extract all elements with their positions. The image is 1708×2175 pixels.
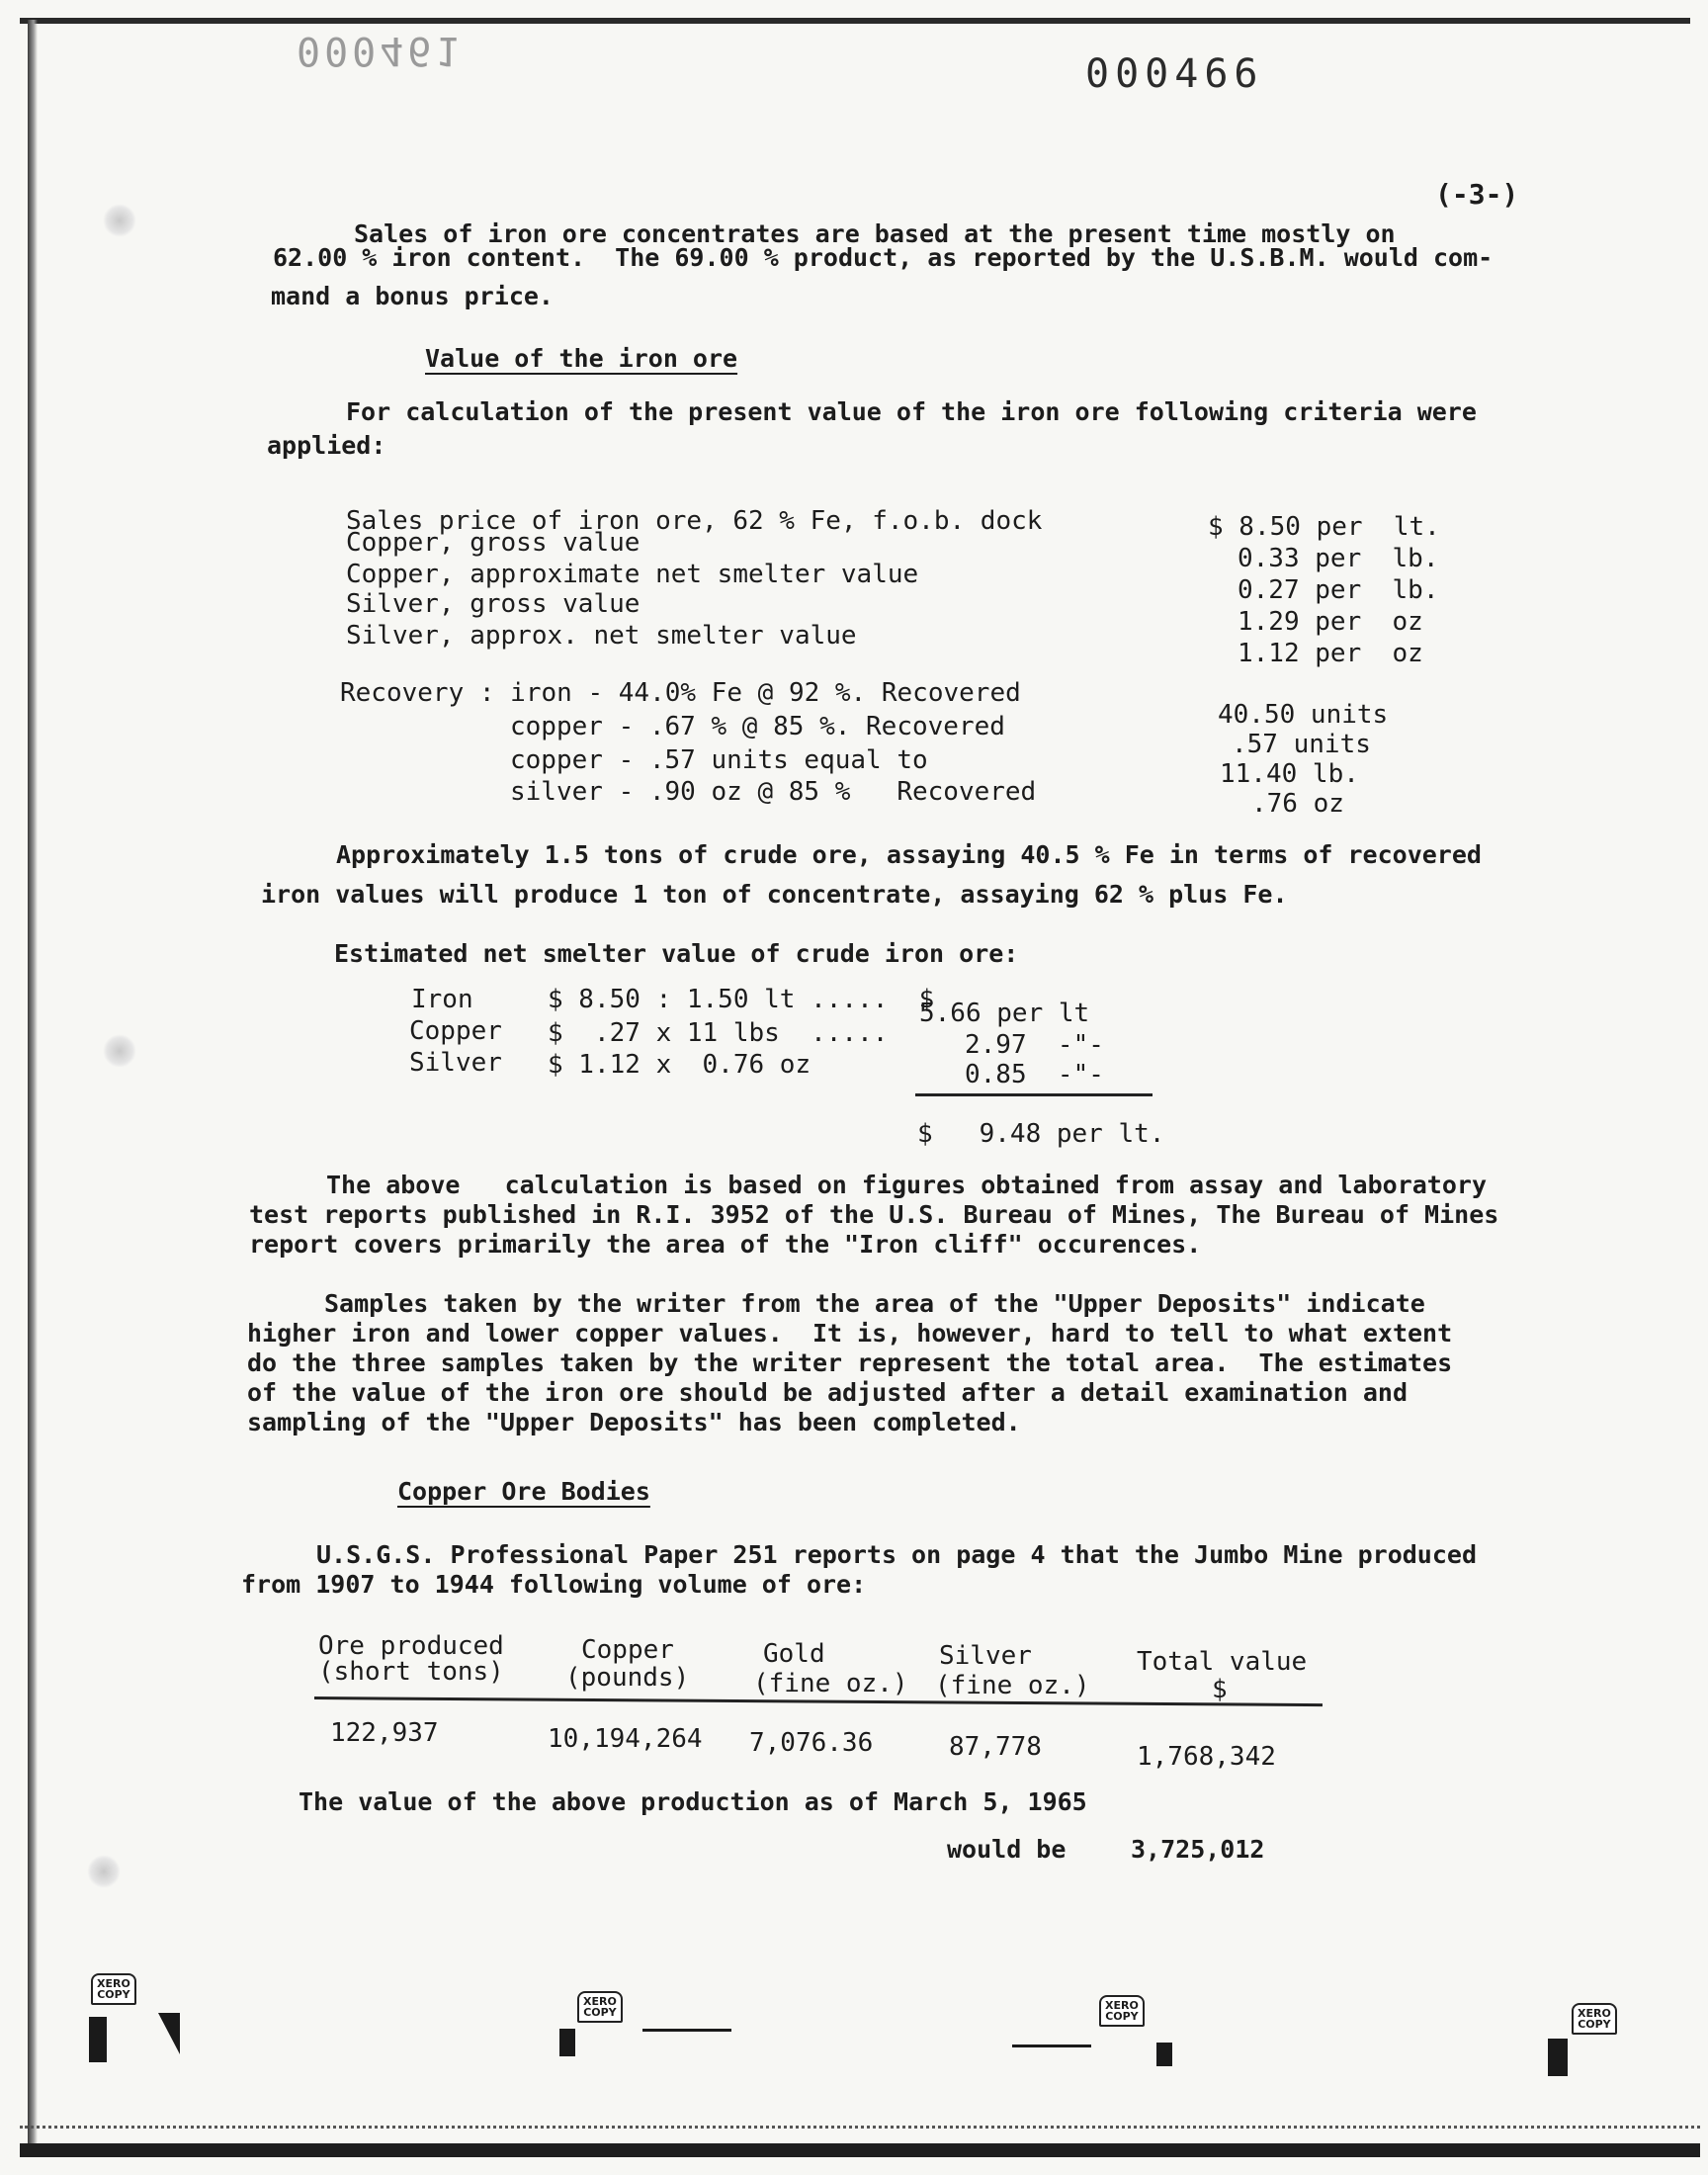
tab-mark-2b — [642, 2029, 731, 2032]
xero-copy-tab-4: XERO COPY — [1572, 2003, 1617, 2035]
estimate-metal-copper: Copper — [409, 1016, 502, 1046]
col-header-copper-2: (pounds) — [565, 1663, 690, 1693]
price-value-3: 0.27 per lb. — [1238, 575, 1439, 605]
scan-dotted-edge — [20, 2126, 1700, 2132]
intro-line-1: Sales of iron ore concentrates are based at the present time mostly on — [354, 219, 1396, 248]
recovery-label-copper-units: copper - .57 units equal to — [510, 745, 928, 775]
usgs-line-2: from 1907 to 1944 following volume of ore: — [241, 1570, 867, 1599]
heading-value-iron-ore: Value of the iron ore — [425, 344, 738, 373]
samples-line-1: Samples taken by the writer from the area of the "Upper Deposits" indicate — [324, 1289, 1425, 1318]
approx-line-2: iron values will produce 1 ton of concentrate, assaying 62 % plus Fe. — [261, 880, 1288, 909]
col-header-total-2: $ — [1212, 1675, 1228, 1704]
recovery-label-iron: Recovery : iron - 44.0% Fe @ 92 %. Recovered — [340, 678, 1021, 708]
estimated-heading: Estimated net smelter value of crude iron ore: — [334, 939, 1019, 968]
page-number: (-3-) — [1435, 178, 1519, 211]
cell-ore-produced: 122,937 — [330, 1718, 439, 1748]
tab-mark-3b — [1012, 2044, 1091, 2047]
col-header-ore-1: Ore produced — [318, 1631, 504, 1661]
samples-line-2: higher iron and lower copper values. It is, however, hard to tell to what extent — [247, 1319, 1453, 1348]
tab-mark-3 — [1156, 2043, 1172, 2066]
criteria-intro-line-2: applied: — [267, 431, 386, 460]
punch-hole-bottom — [87, 1855, 121, 1888]
document-number-stamp: 000466 — [1085, 51, 1264, 97]
intro-line-2: 62.00 % iron content. The 69.00 % product, as reported by the U.S.B.M. would com- — [273, 243, 1494, 272]
price-value-4: 1.29 per oz — [1238, 607, 1423, 637]
recovery-value-copper: .57 units — [1232, 730, 1371, 759]
estimate-value-silver: 0.85 -"- — [965, 1060, 1104, 1089]
cell-total-value: 1,768,342 — [1137, 1742, 1276, 1772]
estimate-value-copper: 2.97 -"- — [965, 1030, 1104, 1060]
total-rule — [915, 1093, 1153, 1096]
price-label-5: Silver, approx. net smelter value — [346, 621, 857, 651]
approx-line-1: Approximately 1.5 tons of crude ore, assaying 40.5 % Fe in terms of recovered — [336, 840, 1482, 869]
recovery-value-iron: 40.50 units — [1218, 700, 1389, 730]
production-value-line-1: The value of the above production as of March 5, 1965 — [299, 1787, 1087, 1816]
price-value-1: $ 8.50 per lt. — [1208, 512, 1440, 542]
estimate-total: $ 9.48 per lt. — [917, 1119, 1165, 1149]
price-value-2: 0.33 per lb. — [1238, 544, 1439, 573]
punch-hole-top — [103, 204, 136, 237]
tab-mark-2 — [559, 2029, 575, 2056]
price-label-2: Copper, gross value — [346, 528, 640, 558]
intro-line-3: mand a bonus price. — [271, 282, 554, 310]
heading-copper-ore-bodies: Copper Ore Bodies — [397, 1477, 650, 1506]
col-header-total-1: Total value — [1137, 1647, 1308, 1677]
col-header-silver-1: Silver — [939, 1641, 1032, 1671]
tab-mark-1b — [158, 2013, 180, 2054]
col-header-gold-1: Gold — [763, 1639, 825, 1669]
above-line-3: report covers primarily the area of the "Iron cliff" occurences. — [249, 1230, 1202, 1259]
scan-edge-left — [28, 20, 38, 2145]
samples-line-5: sampling of the "Upper Deposits" has been completed. — [247, 1408, 1021, 1436]
col-header-gold-2: (fine oz.) — [753, 1669, 908, 1698]
above-line-2: test reports published in R.I. 3952 of the U.S. Bureau of Mines, The Bureau of Mines — [249, 1200, 1499, 1229]
xero-copy-tab-3: XERO COPY — [1099, 1995, 1145, 2027]
estimate-metal-silver: Silver — [409, 1048, 502, 1078]
estimate-value-iron: 5.66 per lt — [919, 999, 1090, 1028]
criteria-intro-line-1: For calculation of the present value of the iron ore following criteria were — [346, 397, 1477, 426]
above-line-1: The above calculation is based on figures obtained from assay and laboratory — [326, 1171, 1487, 1199]
punch-hole-middle — [103, 1034, 136, 1068]
xero-copy-tab-1: XERO COPY — [91, 1973, 136, 2005]
xero-copy-tab-2: XERO COPY — [577, 1991, 623, 2023]
tab-mark-4 — [1548, 2039, 1568, 2076]
tab-mark-1 — [89, 2017, 107, 2062]
cell-gold-oz: 7,076.36 — [749, 1728, 874, 1758]
cell-copper-pounds: 10,194,264 — [548, 1724, 703, 1754]
price-value-5: 1.12 per oz — [1238, 639, 1423, 668]
price-label-3: Copper, approximate net smelter value — [346, 560, 919, 589]
scan-edge-bottom — [20, 2143, 1700, 2157]
estimate-metal-iron: Iron — [411, 985, 473, 1014]
col-header-ore-2: (short tons) — [318, 1657, 504, 1687]
price-label-4: Silver, gross value — [346, 589, 640, 619]
estimate-calc-copper: $ .27 x 11 lbs ..... — [548, 1018, 889, 1048]
estimate-calc-silver: $ 1.12 x 0.76 oz — [548, 1050, 811, 1080]
scan-edge-top — [20, 18, 1690, 24]
col-header-silver-2: (fine oz.) — [935, 1671, 1090, 1700]
samples-line-3: do the three samples taken by the writer represent the total area. The estimates — [247, 1348, 1453, 1377]
recovery-label-silver: silver - .90 oz @ 85 % Recovered — [510, 777, 1037, 807]
estimate-calc-iron: $ 8.50 : 1.50 lt ..... $ — [548, 985, 935, 1014]
usgs-line-1: U.S.G.S. Professional Paper 251 reports on page 4 that the Jumbo Mine produced — [316, 1540, 1477, 1569]
production-value-amount: 3,725,012 — [1131, 1835, 1265, 1864]
recovery-label-copper: copper - .67 % @ 85 %. Recovered — [510, 712, 1005, 741]
col-header-copper-1: Copper — [581, 1635, 674, 1665]
cell-silver-oz: 87,778 — [949, 1732, 1042, 1762]
recovery-value-silver: .76 oz — [1251, 789, 1344, 819]
ghost-stamp-number: 000461 — [297, 28, 464, 73]
recovery-value-copper-lb: 11.40 lb. — [1220, 759, 1359, 789]
production-value-line-2: would be — [947, 1835, 1067, 1864]
price-label-1: Sales price of iron ore, 62 % Fe, f.o.b. dock — [346, 506, 1043, 536]
samples-line-4: of the value of the iron ore should be adjusted after a detail examination and — [247, 1378, 1408, 1407]
